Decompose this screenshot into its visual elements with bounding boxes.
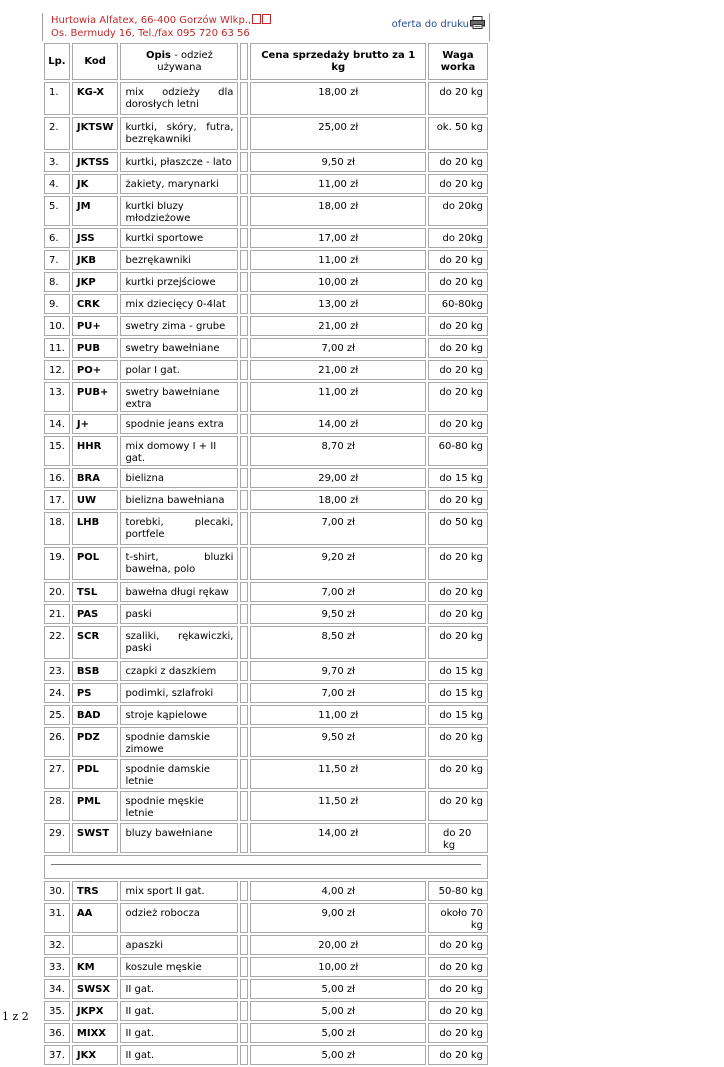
cell-spacer (240, 661, 248, 681)
column-header-opis (120, 43, 238, 80)
cell-opis-text: t-shirt, bluzki bawełna, polo (125, 552, 234, 575)
cell-spacer (240, 1045, 248, 1065)
cell-cena: 9,00 zł (250, 903, 426, 933)
cell-lp: 19. (44, 547, 70, 580)
cell-waga: do 20kg (428, 228, 488, 248)
cell-opis: żakiety, marynarki (120, 174, 238, 194)
cell-cena: 11,50 zł (250, 791, 426, 821)
cell-opis: spodnie jeans extra (120, 414, 238, 434)
cell-kod: PDL (72, 759, 119, 789)
cell-spacer (240, 759, 248, 789)
cell-spacer (240, 727, 248, 757)
cell-kod: TRS (72, 881, 119, 901)
cell-opis: swetry bawełniane (120, 338, 238, 358)
cell-spacer (240, 957, 248, 977)
cell-waga: do 20 kg (428, 791, 488, 821)
cell-cena: 14,00 zł (250, 414, 426, 434)
cell-spacer (240, 294, 248, 314)
company-header (42, 13, 490, 41)
cell-opis: spodnie damskie zimowe (120, 727, 238, 757)
cell-lp: 3. (44, 152, 70, 172)
cell-opis: swetry zima - grube (120, 316, 238, 336)
cell-waga: do 20kg (428, 196, 488, 226)
cell-lp: 30. (44, 881, 70, 901)
table-row (44, 604, 488, 624)
table-body-main (44, 82, 488, 853)
cell-spacer (240, 360, 248, 380)
cell-kod: BAD (72, 705, 119, 725)
column-header-lp: Lp. (44, 43, 70, 80)
cell-opis-text: szaliki, rękawiczki, paski (125, 631, 234, 654)
table-row (44, 436, 488, 466)
cell-spacer (240, 196, 248, 226)
table-row (44, 1023, 488, 1043)
cell-cena: 13,00 zł (250, 294, 426, 314)
table-row (44, 272, 488, 292)
cell-lp: 32. (44, 935, 70, 955)
cell-cena: 7,00 zł (250, 582, 426, 602)
cell-lp: 9. (44, 294, 70, 314)
cell-spacer (240, 881, 248, 901)
cell-opis (120, 626, 238, 659)
cell-spacer (240, 604, 248, 624)
cell-kod: PU+ (72, 316, 119, 336)
cell-kod: KG-X (72, 82, 119, 115)
glyph-box-icon (252, 14, 261, 24)
cell-kod: JKTSW (72, 117, 119, 150)
cell-spacer (240, 791, 248, 821)
cell-opis: mix domowy I + II gat. (120, 436, 238, 466)
cell-opis-text: torebki, plecaki, portfele (125, 517, 234, 540)
separator-line (51, 864, 481, 866)
cell-lp: 37. (44, 1045, 70, 1065)
cell-cena: 5,00 zł (250, 979, 426, 999)
table-row (44, 759, 488, 789)
cell-lp: 31. (44, 903, 70, 933)
cell-cena: 18,00 zł (250, 490, 426, 510)
cell-waga: do 20 kg (428, 382, 488, 412)
cell-cena: 9,50 zł (250, 604, 426, 624)
cell-lp: 16. (44, 468, 70, 488)
cell-lp: 21. (44, 604, 70, 624)
cell-spacer (240, 547, 248, 580)
cell-spacer (240, 382, 248, 412)
cell-cena: 8,50 zł (250, 626, 426, 659)
cell-spacer (240, 935, 248, 955)
table-row (44, 250, 488, 270)
cell-cena: 9,50 zł (250, 727, 426, 757)
column-header-kod: Kod (72, 43, 119, 80)
cell-kod: SWSX (72, 979, 119, 999)
cell-cena: 7,00 zł (250, 512, 426, 545)
cell-opis: bluzy bawełniane (120, 823, 238, 853)
table-body-extra (44, 881, 488, 1065)
cell-cena: 8,70 zł (250, 436, 426, 466)
cell-lp: 7. (44, 250, 70, 270)
cell-cena: 20,00 zł (250, 935, 426, 955)
cell-lp: 34. (44, 979, 70, 999)
cell-spacer (240, 903, 248, 933)
printer-icon[interactable] (470, 16, 485, 29)
cell-spacer (240, 512, 248, 545)
cell-waga: 50-80 kg (428, 881, 488, 901)
table-row (44, 360, 488, 380)
cell-kod: SWST (72, 823, 119, 853)
cell-waga: do 20 kg (428, 272, 488, 292)
cell-spacer (240, 582, 248, 602)
table-row (44, 727, 488, 757)
cell-opis-text: mix odzieży dla dorosłych letni (125, 87, 234, 110)
cell-waga: około 70 kg (428, 903, 488, 933)
cell-spacer (240, 823, 248, 853)
cell-kod: PUB (72, 338, 119, 358)
cell-cena: 21,00 zł (250, 360, 426, 380)
cell-spacer (240, 228, 248, 248)
table-row (44, 661, 488, 681)
cell-lp: 17. (44, 490, 70, 510)
cell-spacer (240, 436, 248, 466)
table-row (44, 338, 488, 358)
cell-opis: spodnie damskie letnie (120, 759, 238, 789)
cell-lp: 33. (44, 957, 70, 977)
cell-lp: 23. (44, 661, 70, 681)
cell-lp: 18. (44, 512, 70, 545)
column-header-waga: Waga worka (428, 43, 488, 80)
table-row (44, 382, 488, 412)
cell-cena: 29,00 zł (250, 468, 426, 488)
cell-lp: 12. (44, 360, 70, 380)
cell-spacer (240, 683, 248, 703)
cell-kod: PUB+ (72, 382, 119, 412)
cell-cena: 18,00 zł (250, 196, 426, 226)
cell-kod: JM (72, 196, 119, 226)
cell-opis (120, 82, 238, 115)
table-row (44, 626, 488, 659)
cell-spacer (240, 626, 248, 659)
price-list (42, 13, 490, 1067)
cell-kod: SCR (72, 626, 119, 659)
cell-kod: BSB (72, 661, 119, 681)
cell-kod: JSS (72, 228, 119, 248)
cell-opis: kurtki sportowe (120, 228, 238, 248)
cell-spacer (240, 468, 248, 488)
cell-lp: 6. (44, 228, 70, 248)
table-row (44, 468, 488, 488)
cell-waga: do 20 kg (428, 604, 488, 624)
cell-waga: do 20 kg (428, 414, 488, 434)
table-row (44, 823, 488, 853)
cell-lp: 10. (44, 316, 70, 336)
cell-waga: 60-80 kg (428, 436, 488, 466)
cell-waga: do 20 kg (428, 1023, 488, 1043)
cell-lp: 2. (44, 117, 70, 150)
cell-opis: II gat. (120, 1023, 238, 1043)
cell-cena: 11,00 zł (250, 705, 426, 725)
cell-lp: 29. (44, 823, 70, 853)
cell-opis: kurtki bluzy młodzieżowe (120, 196, 238, 226)
cell-spacer (240, 1001, 248, 1021)
cell-spacer (240, 82, 248, 115)
cell-spacer (240, 316, 248, 336)
table-row (44, 547, 488, 580)
cell-opis: bawełna długi rękaw (120, 582, 238, 602)
cell-spacer (240, 979, 248, 999)
cell-waga: do 20 kg (428, 759, 488, 789)
cell-waga: do 20 kg (428, 360, 488, 380)
cell-cena: 9,70 zł (250, 661, 426, 681)
cell-waga: do 15 kg (428, 683, 488, 703)
cell-kod: JK (72, 174, 119, 194)
price-table (42, 41, 490, 1067)
cell-opis: kurtki, płaszcze - lato (120, 152, 238, 172)
table-row (44, 1045, 488, 1065)
table-row (44, 294, 488, 314)
cell-cena: 10,00 zł (250, 957, 426, 977)
cell-kod: JKB (72, 250, 119, 270)
cell-opis: bielizna bawełniana (120, 490, 238, 510)
cell-waga: do 20 kg (428, 152, 488, 172)
cell-kod: PO+ (72, 360, 119, 380)
cell-waga: ok. 50 kg (428, 117, 488, 150)
table-row (44, 82, 488, 115)
cell-lp: 20. (44, 582, 70, 602)
cell-opis: II gat. (120, 979, 238, 999)
cell-waga: do 15 kg (428, 468, 488, 488)
cell-lp: 13. (44, 382, 70, 412)
cell-opis: odzież robocza (120, 903, 238, 933)
cell-opis: apaszki (120, 935, 238, 955)
table-row (44, 490, 488, 510)
cell-spacer (240, 490, 248, 510)
table-row (44, 228, 488, 248)
cell-lp: 1. (44, 82, 70, 115)
cell-cena: 17,00 zł (250, 228, 426, 248)
cell-kod: PDZ (72, 727, 119, 757)
cell-kod (72, 935, 119, 955)
cell-cena: 10,00 zł (250, 272, 426, 292)
cell-cena: 9,50 zł (250, 152, 426, 172)
cell-kod: JKP (72, 272, 119, 292)
cell-kod: JKTSS (72, 152, 119, 172)
cell-kod: BRA (72, 468, 119, 488)
cell-kod: HHR (72, 436, 119, 466)
opis-header-rest: - odzież używana (157, 49, 213, 73)
separator-row (44, 855, 488, 879)
cell-lp: 28. (44, 791, 70, 821)
cell-opis: bezrękawniki (120, 250, 238, 270)
cell-waga: do 20 kg (428, 626, 488, 659)
cell-lp: 5. (44, 196, 70, 226)
table-row (44, 881, 488, 901)
cell-waga: do 15 kg (428, 705, 488, 725)
cell-cena: 5,00 zł (250, 1045, 426, 1065)
cell-kod: CRK (72, 294, 119, 314)
cell-waga: do 20 kg (428, 957, 488, 977)
cell-opis (120, 547, 238, 580)
cell-spacer (240, 1023, 248, 1043)
cell-kod: KM (72, 957, 119, 977)
table-row (44, 117, 488, 150)
cell-opis: kurtki przejściowe (120, 272, 238, 292)
cell-lp: 24. (44, 683, 70, 703)
cell-spacer (240, 705, 248, 725)
cell-kod: LHB (72, 512, 119, 545)
cell-waga: do 20 kg (428, 582, 488, 602)
cell-cena: 11,00 zł (250, 174, 426, 194)
cell-kod: PAS (72, 604, 119, 624)
cell-spacer (240, 338, 248, 358)
opis-header-bold: Opis (145, 49, 172, 61)
cell-waga: do 20 kg (428, 727, 488, 757)
cell-lp: 15. (44, 436, 70, 466)
cell-lp: 25. (44, 705, 70, 725)
cell-cena: 9,20 zł (250, 547, 426, 580)
cell-cena: 14,00 zł (250, 823, 426, 853)
cell-opis: spodnie męskie letnie (120, 791, 238, 821)
cell-opis: swetry bawełniane extra (120, 382, 238, 412)
cell-cena: 21,00 zł (250, 316, 426, 336)
cell-waga: do 20 kg (428, 1045, 488, 1065)
table-row (44, 979, 488, 999)
cell-opis (120, 117, 238, 150)
cell-kod: J+ (72, 414, 119, 434)
cell-lp: 36. (44, 1023, 70, 1043)
cell-cena: 5,00 zł (250, 1023, 426, 1043)
table-row (44, 957, 488, 977)
cell-kod: AA (72, 903, 119, 933)
cell-lp: 8. (44, 272, 70, 292)
cell-waga: do 20 kg (428, 823, 488, 853)
cell-opis: koszule męskie (120, 957, 238, 977)
cell-lp: 22. (44, 626, 70, 659)
table-row (44, 791, 488, 821)
cell-opis: paski (120, 604, 238, 624)
cell-spacer (240, 152, 248, 172)
table-row (44, 152, 488, 172)
cell-cena: 11,00 zł (250, 382, 426, 412)
cell-spacer (240, 414, 248, 434)
table-row (44, 903, 488, 933)
separator-cell (44, 855, 488, 879)
cell-waga: do 20 kg (428, 1001, 488, 1021)
cell-waga: do 15 kg (428, 661, 488, 681)
cell-cena: 11,00 zł (250, 250, 426, 270)
cell-waga: do 20 kg (428, 174, 488, 194)
print-offer-link[interactable]: oferta do druku (391, 19, 469, 30)
cell-kod: MIXX (72, 1023, 119, 1043)
cell-waga: do 20 kg (428, 250, 488, 270)
cell-opis: mix dziecięcy 0-4lat (120, 294, 238, 314)
table-row (44, 705, 488, 725)
table-row (44, 316, 488, 336)
cell-lp: 14. (44, 414, 70, 434)
company-address-line: Hurtowia Alfatex, 66-400 Gorzów Wlkp., (51, 14, 271, 27)
cell-opis: II gat. (120, 1001, 238, 1021)
cell-cena: 11,50 zł (250, 759, 426, 789)
cell-waga: do 20 kg (428, 316, 488, 336)
table-separator (44, 855, 488, 879)
cell-opis: podimki, szlafroki (120, 683, 238, 703)
cell-spacer (240, 272, 248, 292)
cell-lp: 4. (44, 174, 70, 194)
cell-opis: bielizna (120, 468, 238, 488)
cell-waga: do 20 kg (428, 547, 488, 580)
table-row (44, 582, 488, 602)
page-number: 1 z 2 (2, 1010, 29, 1023)
cell-opis (120, 512, 238, 545)
cell-waga: do 20 kg (428, 979, 488, 999)
cell-opis-text: kurtki, skóry, futra, bezrękawniki (125, 122, 234, 145)
cell-kod: JKPX (72, 1001, 119, 1021)
cell-kod: TSL (72, 582, 119, 602)
cell-waga: do 50 kg (428, 512, 488, 545)
table-header-row (44, 43, 488, 80)
cell-waga: 60-80kg (428, 294, 488, 314)
cell-opis: mix sport II gat. (120, 881, 238, 901)
column-header-spacer (240, 43, 248, 80)
cell-lp: 26. (44, 727, 70, 757)
cell-cena: 5,00 zł (250, 1001, 426, 1021)
cell-waga: do 20 kg (428, 82, 488, 115)
table-row (44, 174, 488, 194)
cell-opis: polar I gat. (120, 360, 238, 380)
cell-cena: 25,00 zł (250, 117, 426, 150)
cell-cena: 4,00 zł (250, 881, 426, 901)
cell-waga: do 20 kg (428, 338, 488, 358)
cell-kod: POL (72, 547, 119, 580)
cell-opis: stroje kąpielowe (120, 705, 238, 725)
column-header-cena: Cena sprzedaży brutto za 1 kg (250, 43, 426, 80)
table-row (44, 414, 488, 434)
cell-kod: JKX (72, 1045, 119, 1065)
company-contact-line: Os. Bermudy 16, Tel./fax 095 720 63 56 (51, 28, 250, 39)
cell-opis: II gat. (120, 1045, 238, 1065)
table-row (44, 512, 488, 545)
cell-spacer (240, 250, 248, 270)
cell-kod: PS (72, 683, 119, 703)
cell-waga: do 20 kg (428, 490, 488, 510)
cell-kod: PML (72, 791, 119, 821)
table-row (44, 935, 488, 955)
cell-spacer (240, 174, 248, 194)
cell-kod: UW (72, 490, 119, 510)
glyph-box-icon (262, 14, 271, 24)
cell-opis: czapki z daszkiem (120, 661, 238, 681)
table-row (44, 683, 488, 703)
cell-waga: do 20 kg (428, 935, 488, 955)
cell-cena: 7,00 zł (250, 683, 426, 703)
cell-cena: 18,00 zł (250, 82, 426, 115)
cell-cena: 7,00 zł (250, 338, 426, 358)
cell-spacer (240, 117, 248, 150)
table-row (44, 1001, 488, 1021)
cell-lp: 11. (44, 338, 70, 358)
table-row (44, 196, 488, 226)
cell-lp: 27. (44, 759, 70, 789)
cell-lp: 35. (44, 1001, 70, 1021)
